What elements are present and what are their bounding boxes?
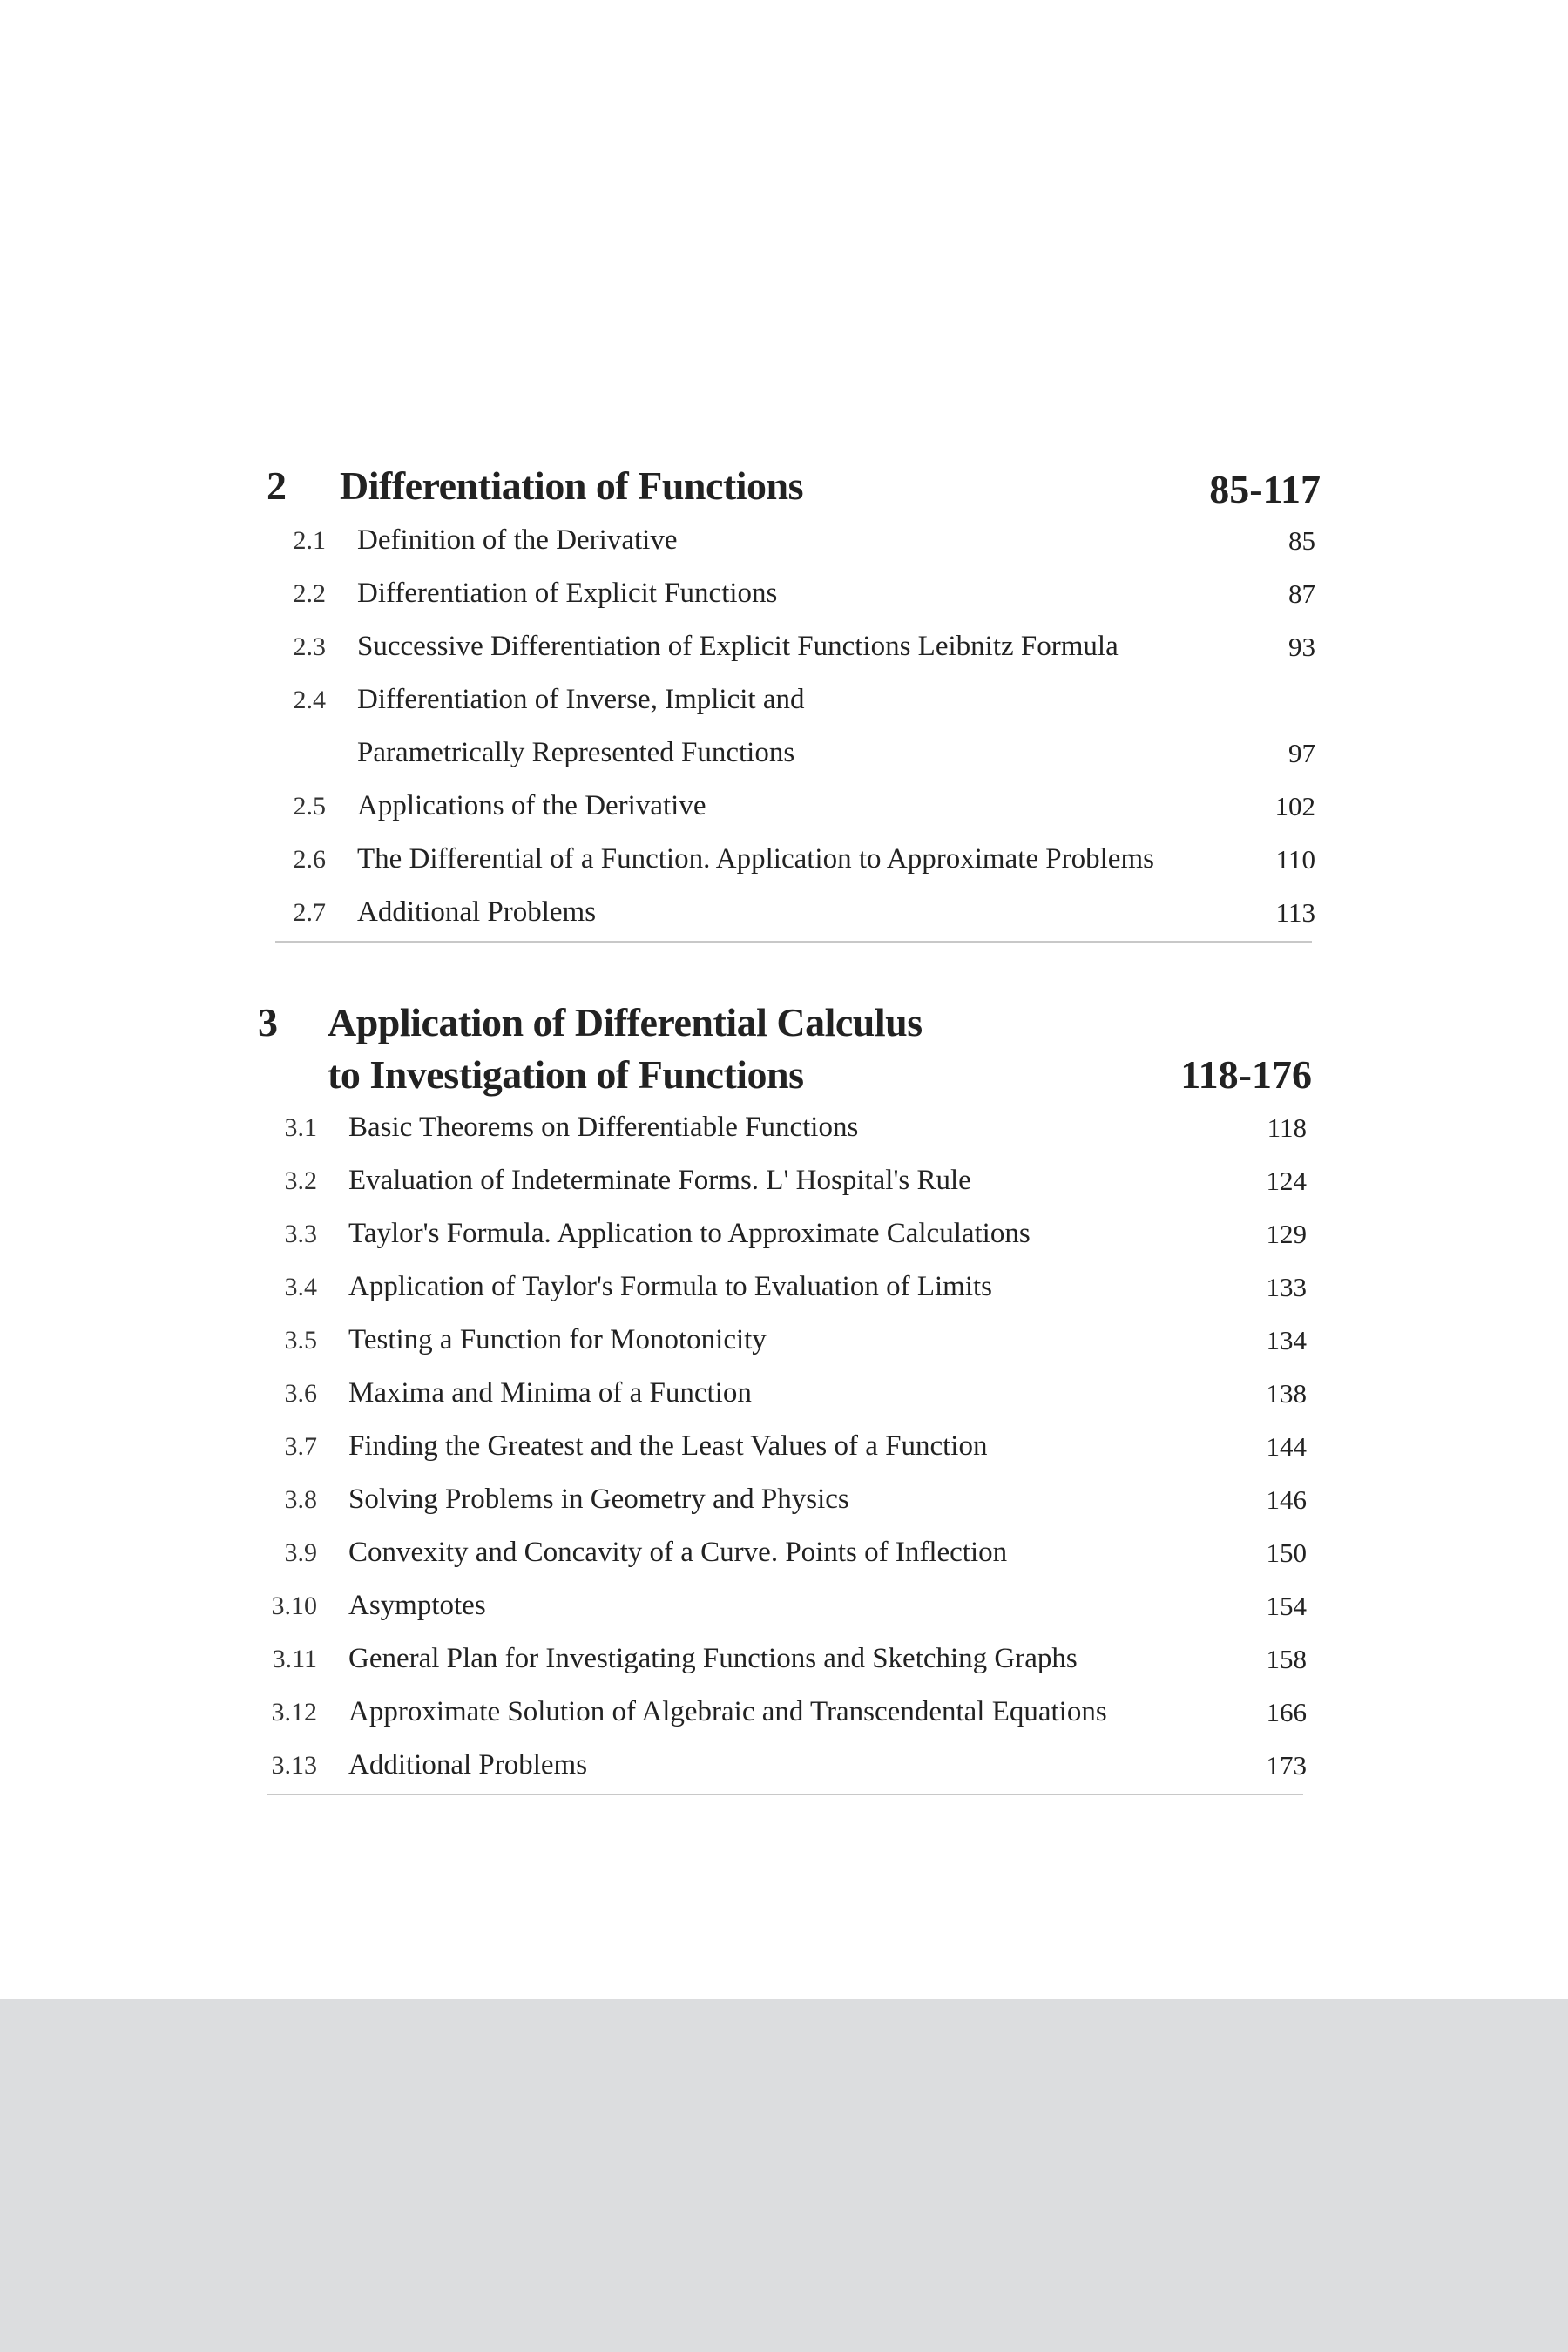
section-title: Evaluation of Indeterminate Forms. L' Hospital's Rule xyxy=(348,1165,971,1196)
section-page: 150 xyxy=(1266,1538,1307,1568)
section-entry[interactable] xyxy=(258,1420,1312,1473)
chapter-page-range: 85-117 xyxy=(1209,467,1321,511)
section-number: 3.5 xyxy=(284,1326,317,1355)
section-entry-continuation[interactable] xyxy=(267,727,1321,780)
section-number: 3.9 xyxy=(284,1538,317,1567)
section-page: 138 xyxy=(1266,1378,1307,1409)
section-number: 2.5 xyxy=(293,792,326,821)
section-page: 110 xyxy=(1275,844,1315,875)
section-page: 173 xyxy=(1266,1750,1307,1781)
section-entry[interactable] xyxy=(258,1207,1312,1260)
section-entry[interactable] xyxy=(258,1367,1312,1420)
section-title: Basic Theorems on Differentiable Functions xyxy=(348,1112,859,1143)
section-page: 118 xyxy=(1267,1112,1307,1143)
section-title: Taylor's Formula. Application to Approximate Calculations xyxy=(348,1218,1031,1249)
section-title: Additional Problems xyxy=(357,896,597,928)
section-number: 2.4 xyxy=(293,686,326,714)
chapter-2-section xyxy=(267,458,1321,943)
section-page: 133 xyxy=(1266,1272,1307,1302)
section-entry[interactable] xyxy=(258,1101,1312,1154)
section-list xyxy=(258,1101,1312,1792)
section-title: Definition of the Derivative xyxy=(357,524,678,556)
section-entry[interactable] xyxy=(267,567,1321,620)
section-number: 3.1 xyxy=(284,1113,317,1142)
section-entry[interactable] xyxy=(258,1260,1312,1314)
section-number: 2.1 xyxy=(293,526,326,555)
section-entry[interactable] xyxy=(258,1632,1312,1686)
chapter-heading xyxy=(267,458,1321,514)
section-title: Parametrically Represented Functions xyxy=(357,737,795,768)
section-list xyxy=(267,514,1321,939)
section-number: 3.3 xyxy=(284,1220,317,1248)
section-title: Asymptotes xyxy=(348,1590,486,1621)
chapter-title xyxy=(328,995,923,1099)
chapter-number: 2 xyxy=(267,463,287,508)
chapter-number: 3 xyxy=(258,1000,278,1044)
section-entry[interactable] xyxy=(258,1473,1312,1526)
section-title: Application of Taylor's Formula to Evaluation of Limits xyxy=(348,1271,993,1302)
section-title: General Plan for Investigating Functions and Sketching Graphs xyxy=(348,1643,1078,1674)
section-page: 144 xyxy=(1266,1431,1307,1462)
section-page: 158 xyxy=(1266,1644,1307,1674)
section-title: The Differential of a Function. Application to Approximate Problems xyxy=(357,843,1154,875)
section-page: 146 xyxy=(1266,1484,1307,1515)
section-page: 93 xyxy=(1288,632,1315,662)
section-number: 3.11 xyxy=(272,1645,317,1673)
section-title: Solving Problems in Geometry and Physics xyxy=(348,1484,849,1515)
section-entry[interactable] xyxy=(267,673,1321,727)
chapter-title-line: Application of Differential Calculus xyxy=(328,1000,923,1044)
section-number: 2.7 xyxy=(293,898,326,927)
section-title: Differentiation of Inverse, Implicit and xyxy=(357,684,805,715)
chapter-heading xyxy=(258,995,1312,1101)
chapter-page-range: 118-176 xyxy=(1180,1052,1312,1097)
section-title: Additional Problems xyxy=(348,1749,588,1781)
section-page: 166 xyxy=(1266,1697,1307,1727)
section-number: 3.13 xyxy=(271,1751,317,1780)
section-number: 3.7 xyxy=(284,1432,317,1461)
section-entry[interactable] xyxy=(258,1579,1312,1632)
section-title: Approximate Solution of Algebraic and Transcendental Equations xyxy=(348,1696,1107,1727)
section-entry[interactable] xyxy=(258,1739,1312,1792)
section-entry[interactable] xyxy=(267,780,1321,833)
chapter-3-section xyxy=(258,995,1312,1795)
section-page: 154 xyxy=(1266,1591,1307,1621)
section-page: 102 xyxy=(1274,791,1315,821)
page-bottom-band xyxy=(0,1999,1568,2352)
section-number: 3.12 xyxy=(271,1698,317,1727)
section-number: 3.8 xyxy=(284,1485,317,1514)
section-number: 3.2 xyxy=(284,1166,317,1195)
section-title: Applications of the Derivative xyxy=(357,790,706,821)
section-number: 2.2 xyxy=(293,579,326,608)
section-page: 97 xyxy=(1288,738,1315,768)
section-title: Finding the Greatest and the Least Values of a Function xyxy=(348,1430,988,1462)
section-number: 3.10 xyxy=(271,1592,317,1620)
section-number: 2.3 xyxy=(293,632,326,661)
section-page: 124 xyxy=(1266,1166,1307,1196)
section-entry[interactable] xyxy=(267,886,1321,939)
chapter-title-line: to Investigation of Functions xyxy=(328,1052,804,1097)
section-entry[interactable] xyxy=(258,1154,1312,1207)
divider xyxy=(275,941,1312,943)
section-page: 113 xyxy=(1275,897,1315,928)
section-title: Convexity and Concavity of a Curve. Points of Inflection xyxy=(348,1537,1008,1568)
section-title: Maxima and Minima of a Function xyxy=(348,1377,752,1409)
section-title: Successive Differentiation of Explicit Functions Leibnitz Formula xyxy=(357,631,1119,662)
section-page: 129 xyxy=(1266,1219,1307,1249)
section-page: 87 xyxy=(1288,578,1315,609)
chapter-title-line: Differentiation of Functions xyxy=(340,463,804,508)
section-number: 2.6 xyxy=(293,845,326,874)
section-entry[interactable] xyxy=(258,1314,1312,1367)
section-page: 134 xyxy=(1266,1325,1307,1355)
section-page: 85 xyxy=(1288,525,1315,556)
section-number: 3.4 xyxy=(284,1273,317,1301)
section-entry[interactable] xyxy=(258,1526,1312,1579)
section-title: Testing a Function for Monotonicity xyxy=(348,1324,767,1355)
section-entry[interactable] xyxy=(267,514,1321,567)
divider xyxy=(267,1794,1303,1795)
section-title: Differentiation of Explicit Functions xyxy=(357,578,778,609)
chapter-title xyxy=(340,458,803,510)
section-entry[interactable] xyxy=(267,620,1321,673)
section-number: 3.6 xyxy=(284,1379,317,1408)
section-entry[interactable] xyxy=(267,833,1321,886)
section-entry[interactable] xyxy=(258,1686,1312,1739)
